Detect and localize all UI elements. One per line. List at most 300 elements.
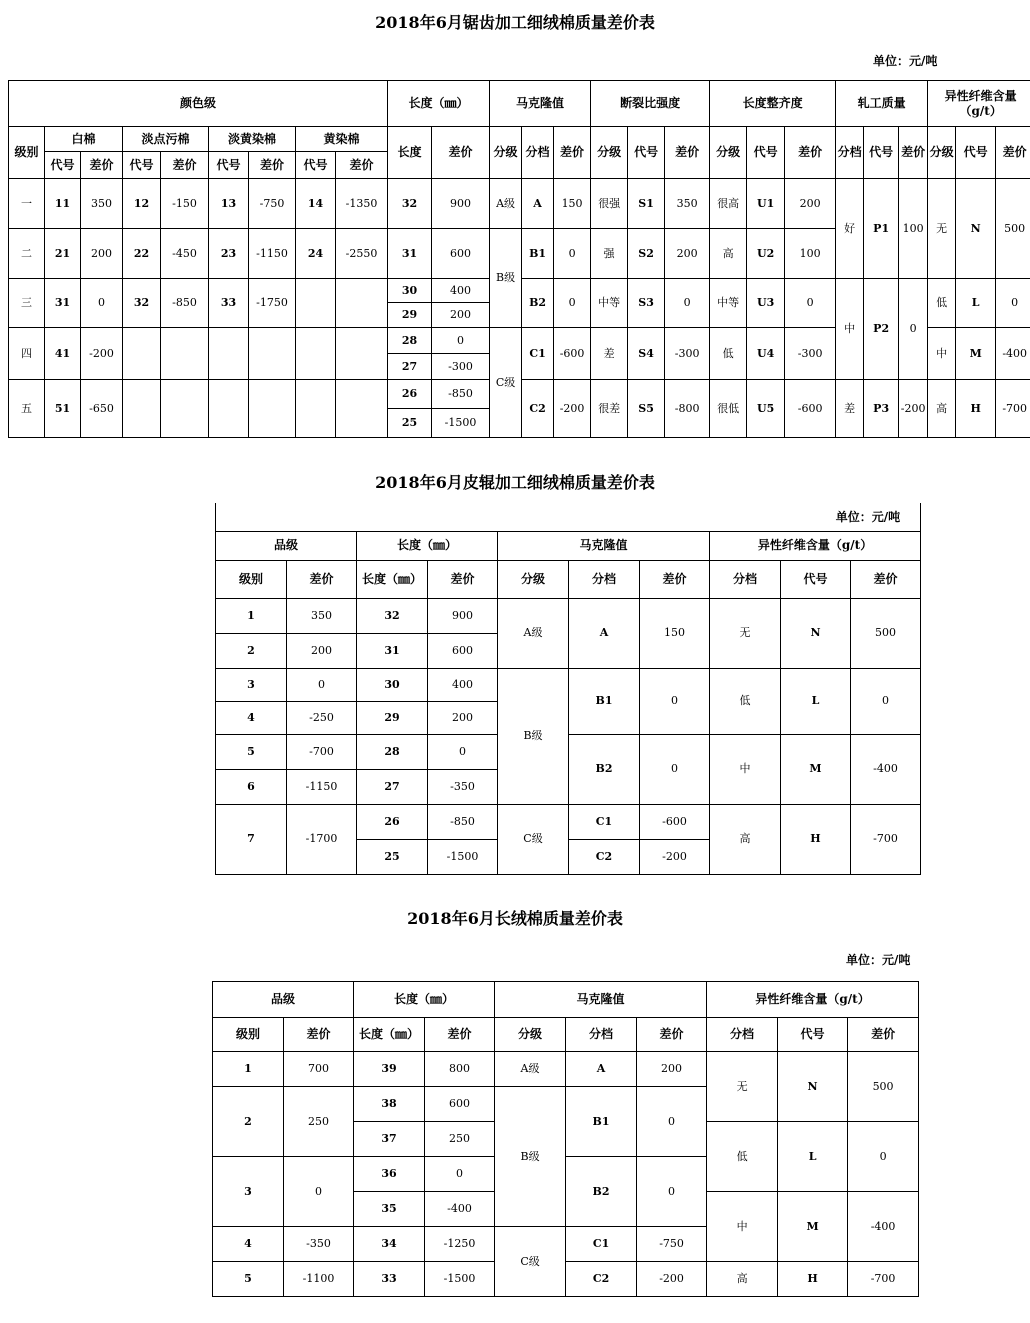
length-value: 36 [354, 1157, 425, 1192]
mic-gear: A [569, 598, 640, 668]
empty-cell [161, 380, 209, 438]
table-row [213, 1262, 919, 1297]
str-code: S5 [628, 380, 665, 438]
length-value: 31 [388, 229, 432, 279]
ff-code: N [956, 179, 996, 279]
length-value: 27 [388, 354, 432, 380]
mic-class: B级 [490, 229, 522, 328]
spot-code: 12 [123, 179, 161, 229]
header-ff-gear: 分档 [710, 560, 781, 598]
length-value: 30 [357, 668, 428, 701]
header-mic-class: 分级 [498, 560, 569, 598]
length-value: 30 [388, 279, 432, 303]
grade-cell: 5 [213, 1262, 284, 1297]
mic-diff: 0 [640, 668, 710, 734]
white-code: 41 [45, 328, 81, 380]
lty-code: 23 [209, 229, 249, 279]
header-mic-diff: 差价 [637, 1018, 707, 1052]
mic-gear: A [566, 1052, 637, 1087]
str-class: 很差 [591, 380, 628, 438]
length-value: 31 [357, 633, 428, 668]
white-code: 21 [45, 229, 81, 279]
grade-diff: -250 [287, 701, 357, 734]
ff-gear: 高 [707, 1262, 778, 1297]
header-uni-class: 分级 [710, 127, 747, 179]
header-uni-code: 代号 [747, 127, 785, 179]
header-gin-diff: 差价 [899, 127, 928, 179]
header-mic-class: 分级 [495, 1018, 566, 1052]
table2-unit: 单位：元/吨 [216, 503, 921, 531]
uni-code: U4 [747, 328, 785, 380]
length-diff: 0 [428, 734, 498, 769]
grade-diff: -1700 [287, 804, 357, 874]
header-ginning: 轧工质量 [836, 81, 928, 127]
grade-cell: 6 [216, 769, 287, 804]
length-diff: 600 [428, 633, 498, 668]
header-grade: 级别 [9, 127, 45, 179]
length-diff: 600 [425, 1087, 495, 1122]
ff-class: 低 [928, 279, 956, 328]
header-level: 级别 [213, 1018, 284, 1052]
str-code: S1 [628, 179, 665, 229]
header-uni-diff: 差价 [785, 127, 836, 179]
grade-cell: 四 [9, 328, 45, 380]
uni-diff: -300 [785, 328, 836, 380]
empty-cell [209, 328, 249, 380]
empty-cell [336, 328, 388, 380]
grade-cell: 三 [9, 279, 45, 328]
spot-code: 32 [123, 279, 161, 328]
header-gin-gear: 分档 [836, 127, 864, 179]
grade-cell: 1 [216, 598, 287, 633]
gin-code: P2 [864, 279, 899, 380]
lty-diff: -750 [249, 179, 296, 229]
grade-diff: 250 [284, 1087, 354, 1157]
header-micronaire: 马克隆值 [495, 982, 707, 1018]
length-value: 37 [354, 1122, 425, 1157]
grade-cell: 4 [213, 1227, 284, 1262]
mic-diff: -600 [554, 328, 591, 380]
mic-gear: B2 [569, 734, 640, 804]
ff-gear: 中 [707, 1192, 778, 1262]
header-color-grade: 颜色级 [9, 81, 388, 127]
uni-code: U5 [747, 380, 785, 438]
grade-diff: -1100 [284, 1262, 354, 1297]
mic-diff: 0 [637, 1087, 707, 1157]
header-grade-diff: 差价 [287, 560, 357, 598]
mic-gear: C2 [569, 839, 640, 874]
mic-diff: -600 [640, 804, 710, 839]
spot-diff: -850 [161, 279, 209, 328]
gin-gear: 中 [836, 279, 864, 380]
mic-gear: C2 [522, 380, 554, 438]
header-level: 级别 [216, 560, 287, 598]
length-value: 29 [357, 701, 428, 734]
length-diff: -1500 [425, 1262, 495, 1297]
white-diff: 0 [81, 279, 123, 328]
grade-diff: 350 [287, 598, 357, 633]
ff-diff: -400 [848, 1192, 919, 1262]
gin-code: P3 [864, 380, 899, 438]
length-diff: -300 [432, 354, 490, 380]
mic-diff: 0 [640, 734, 710, 804]
length-value: 35 [354, 1192, 425, 1227]
mic-gear: C2 [566, 1262, 637, 1297]
yel-diff: -2550 [336, 229, 388, 279]
empty-cell [296, 328, 336, 380]
header-mic-gear: 分档 [569, 560, 640, 598]
mic-class: C级 [495, 1227, 566, 1297]
white-code: 11 [45, 179, 81, 229]
header-yellow: 黄染棉 [296, 127, 388, 152]
ff-gear: 低 [707, 1122, 778, 1192]
grade-cell: 2 [213, 1087, 284, 1157]
ff-diff: 0 [848, 1122, 919, 1192]
uni-class: 低 [710, 328, 747, 380]
ff-code: M [778, 1192, 848, 1262]
header-ff-diff: 差价 [996, 127, 1030, 179]
str-diff: -800 [665, 380, 710, 438]
uni-diff: 0 [785, 279, 836, 328]
header-light-yellow: 淡黄染棉 [209, 127, 296, 152]
header-mic-gear: 分档 [522, 127, 554, 179]
gin-gear: 好 [836, 179, 864, 279]
gin-code: P1 [864, 179, 899, 279]
ff-diff: 500 [851, 598, 921, 668]
mic-class: C级 [498, 804, 569, 874]
header-len-diff: 差价 [428, 560, 498, 598]
header-length: 长度（㎜） [388, 81, 490, 127]
header-spot-code: 代号 [123, 152, 161, 179]
ff-gear: 无 [707, 1052, 778, 1122]
grade-cell: 7 [216, 804, 287, 874]
str-class: 很强 [591, 179, 628, 229]
table3-title: 2018年6月长绒棉质量差价表 [407, 909, 623, 928]
str-diff: -300 [665, 328, 710, 380]
uni-code: U3 [747, 279, 785, 328]
ff-gear: 高 [710, 804, 781, 874]
str-code: S2 [628, 229, 665, 279]
header-mic-diff: 差价 [640, 560, 710, 598]
length-value: 25 [357, 839, 428, 874]
empty-cell [296, 279, 336, 328]
length-value: 32 [357, 598, 428, 633]
table-row [216, 668, 921, 701]
yel-code: 14 [296, 179, 336, 229]
mic-diff: -200 [640, 839, 710, 874]
mic-diff: 0 [554, 229, 591, 279]
header-str-diff: 差价 [665, 127, 710, 179]
grade-diff: 700 [284, 1052, 354, 1087]
mic-gear: B1 [522, 229, 554, 279]
header-length: 长度（㎜） [354, 982, 495, 1018]
length-diff: 600 [432, 229, 490, 279]
grade-diff: 0 [287, 668, 357, 701]
mic-gear: C1 [522, 328, 554, 380]
length-diff: 900 [432, 179, 490, 229]
mic-gear: B1 [569, 668, 640, 734]
length-diff: 400 [428, 668, 498, 701]
grade-cell: 2 [216, 633, 287, 668]
gin-diff: -200 [899, 380, 928, 438]
grade-cell: 二 [9, 229, 45, 279]
length-value: 39 [354, 1052, 425, 1087]
white-code: 51 [45, 380, 81, 438]
yel-code: 24 [296, 229, 336, 279]
ff-diff: 0 [851, 668, 921, 734]
mic-gear: A [522, 179, 554, 229]
header-ff-diff: 差价 [848, 1018, 919, 1052]
empty-cell [336, 380, 388, 438]
header-white-code: 代号 [45, 152, 81, 179]
length-value: 28 [388, 328, 432, 354]
ff-code: H [781, 804, 851, 874]
white-diff: 350 [81, 179, 123, 229]
table-row [213, 1052, 919, 1087]
header-len-diff: 差价 [425, 1018, 495, 1052]
uni-code: U2 [747, 229, 785, 279]
length-diff: -1500 [428, 839, 498, 874]
length-diff: 0 [432, 328, 490, 354]
grade-cell: 1 [213, 1052, 284, 1087]
uni-diff: -600 [785, 380, 836, 438]
header-micronaire: 马克隆值 [490, 81, 591, 127]
table2-title: 2018年6月皮辊加工细绒棉质量差价表 [375, 473, 655, 492]
grade-diff: 200 [287, 633, 357, 668]
ff-diff: -400 [851, 734, 921, 804]
ff-code: H [778, 1262, 848, 1297]
header-yel-code: 代号 [296, 152, 336, 179]
white-code: 31 [45, 279, 81, 328]
ff-code: L [956, 279, 996, 328]
grade-cell: 4 [216, 701, 287, 734]
mic-gear: B2 [566, 1157, 637, 1227]
mic-class: C级 [490, 328, 522, 438]
ff-code: L [778, 1122, 848, 1192]
header-ff-code: 代号 [778, 1018, 848, 1052]
header-ff-code: 代号 [781, 560, 851, 598]
mic-class: A级 [490, 179, 522, 229]
spot-code: 22 [123, 229, 161, 279]
length-diff: -1500 [432, 409, 490, 438]
gin-gear: 差 [836, 380, 864, 438]
ff-code: L [781, 668, 851, 734]
mic-class: A级 [498, 598, 569, 668]
length-diff: -850 [428, 804, 498, 839]
header-foreign-fiber: 异性纤维含量（g/t） [928, 81, 1030, 127]
mic-diff: 200 [637, 1052, 707, 1087]
ff-code: H [956, 380, 996, 438]
table3-unit: 单位：元/吨 [846, 953, 911, 967]
yel-diff: -1350 [336, 179, 388, 229]
grade-cell: 5 [216, 734, 287, 769]
str-code: S3 [628, 279, 665, 328]
length-value: 28 [357, 734, 428, 769]
header-length: 长度（㎜） [357, 531, 498, 560]
header-ff-gear: 分档 [707, 1018, 778, 1052]
white-diff: 200 [81, 229, 123, 279]
ff-diff: -700 [848, 1262, 919, 1297]
lty-diff: -1750 [249, 279, 296, 328]
grade-cell: 3 [216, 668, 287, 701]
header-grade: 品级 [213, 982, 354, 1018]
ff-diff: 500 [848, 1052, 919, 1122]
saw-ginned-price-table [8, 80, 1030, 438]
header-grade: 品级 [216, 531, 357, 560]
header-strength: 断裂比强度 [591, 81, 710, 127]
length-diff: 200 [432, 303, 490, 328]
length-diff: -350 [428, 769, 498, 804]
str-class: 差 [591, 328, 628, 380]
mic-diff: 0 [637, 1157, 707, 1227]
mic-diff: -200 [554, 380, 591, 438]
header-ff-code: 代号 [956, 127, 996, 179]
length-diff: 900 [428, 598, 498, 633]
grade-diff: -700 [287, 734, 357, 769]
uni-class: 高 [710, 229, 747, 279]
length-diff: 400 [432, 279, 490, 303]
mic-gear: C1 [566, 1227, 637, 1262]
header-len: 长度（㎜） [357, 560, 428, 598]
empty-cell [123, 328, 161, 380]
length-value: 26 [357, 804, 428, 839]
header-spot-diff: 差价 [161, 152, 209, 179]
ff-diff: -700 [996, 380, 1030, 438]
spot-diff: -450 [161, 229, 209, 279]
ff-diff: 500 [996, 179, 1030, 279]
ff-gear: 低 [710, 668, 781, 734]
mic-diff: -750 [637, 1227, 707, 1262]
ff-diff: -700 [851, 804, 921, 874]
header-grade-diff: 差价 [284, 1018, 354, 1052]
str-class: 中等 [591, 279, 628, 328]
ff-diff: -400 [996, 328, 1030, 380]
long-staple-price-table [212, 981, 919, 1297]
mic-class: B级 [498, 668, 569, 804]
ff-code: N [778, 1052, 848, 1122]
empty-cell [123, 380, 161, 438]
ff-class: 高 [928, 380, 956, 438]
empty-cell [336, 279, 388, 328]
empty-cell [296, 380, 336, 438]
header-mic-class: 分级 [490, 127, 522, 179]
uni-class: 中等 [710, 279, 747, 328]
mic-diff: -200 [637, 1262, 707, 1297]
str-code: S4 [628, 328, 665, 380]
empty-cell [161, 328, 209, 380]
header-mic-diff: 差价 [554, 127, 591, 179]
header-white: 白棉 [45, 127, 123, 152]
grade-cell: 一 [9, 179, 45, 229]
str-class: 强 [591, 229, 628, 279]
table-row [216, 734, 921, 769]
table1-unit: 单位：元/吨 [873, 54, 938, 68]
mic-diff: 150 [554, 179, 591, 229]
header-str-class: 分级 [591, 127, 628, 179]
length-diff: -400 [425, 1192, 495, 1227]
mic-diff: 0 [554, 279, 591, 328]
length-value: 26 [388, 380, 432, 409]
header-ff-diff: 差价 [851, 560, 921, 598]
mic-gear: B2 [522, 279, 554, 328]
length-diff: -1250 [425, 1227, 495, 1262]
length-diff: 0 [425, 1157, 495, 1192]
empty-cell [209, 380, 249, 438]
ff-code: M [781, 734, 851, 804]
header-len: 长度 [388, 127, 432, 179]
grade-cell: 3 [213, 1157, 284, 1227]
gin-diff: 0 [899, 279, 928, 380]
lty-code: 13 [209, 179, 249, 229]
white-diff: -650 [81, 380, 123, 438]
mic-gear: B1 [566, 1087, 637, 1157]
white-diff: -200 [81, 328, 123, 380]
header-uniformity: 长度整齐度 [710, 81, 836, 127]
length-value: 38 [354, 1087, 425, 1122]
grade-diff: -350 [284, 1227, 354, 1262]
roller-ginned-price-table [215, 503, 921, 875]
header-lty-diff: 差价 [249, 152, 296, 179]
header-mic-gear: 分档 [566, 1018, 637, 1052]
grade-diff: 0 [284, 1157, 354, 1227]
table-row [216, 804, 921, 839]
mic-class: A级 [495, 1052, 566, 1087]
mic-gear: C1 [569, 804, 640, 839]
length-diff: 250 [425, 1122, 495, 1157]
header-foreign-fiber: 异性纤维含量（g/t） [710, 531, 921, 560]
grade-diff: -1150 [287, 769, 357, 804]
str-diff: 350 [665, 179, 710, 229]
length-value: 27 [357, 769, 428, 804]
ff-code: N [781, 598, 851, 668]
header-white-diff: 差价 [81, 152, 123, 179]
uni-diff: 200 [785, 179, 836, 229]
header-str-code: 代号 [628, 127, 665, 179]
ff-diff: 0 [996, 279, 1030, 328]
length-value: 29 [388, 303, 432, 328]
empty-cell [249, 380, 296, 438]
grade-cell: 五 [9, 380, 45, 438]
header-spotted: 淡点污棉 [123, 127, 209, 152]
header-yel-diff: 差价 [336, 152, 388, 179]
uni-class: 很低 [710, 380, 747, 438]
mic-diff: 150 [640, 598, 710, 668]
length-value: 32 [388, 179, 432, 229]
table-row [216, 598, 921, 633]
gin-diff: 100 [899, 179, 928, 279]
length-diff: 200 [428, 701, 498, 734]
ff-gear: 中 [710, 734, 781, 804]
str-diff: 200 [665, 229, 710, 279]
spot-diff: -150 [161, 179, 209, 229]
length-diff: 800 [425, 1052, 495, 1087]
header-gin-code: 代号 [864, 127, 899, 179]
table1-title: 2018年6月锯齿加工细绒棉质量差价表 [375, 13, 655, 32]
header-len-diff: 差价 [432, 127, 490, 179]
table-row [9, 179, 1030, 229]
str-diff: 0 [665, 279, 710, 328]
uni-code: U1 [747, 179, 785, 229]
length-value: 34 [354, 1227, 425, 1262]
header-foreign-fiber: 异性纤维含量（g/t） [707, 982, 919, 1018]
ff-gear: 无 [710, 598, 781, 668]
length-value: 33 [354, 1262, 425, 1297]
header-micronaire: 马克隆值 [498, 531, 710, 560]
length-diff: -850 [432, 380, 490, 409]
ff-code: M [956, 328, 996, 380]
mic-class: B级 [495, 1087, 566, 1227]
lty-diff: -1150 [249, 229, 296, 279]
